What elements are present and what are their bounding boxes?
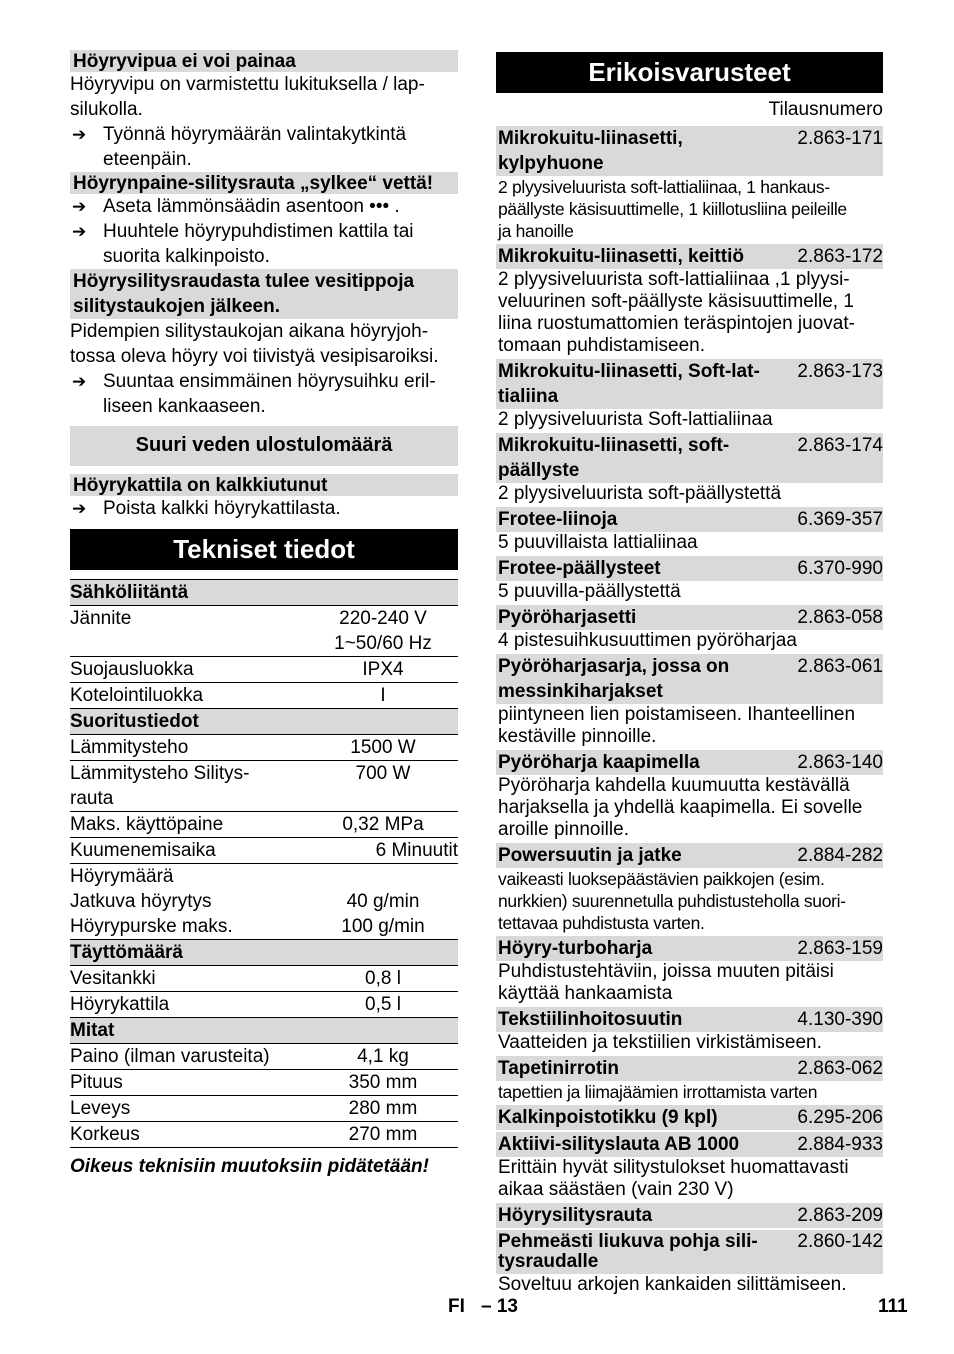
spec-value: IPX4 (308, 657, 458, 683)
accessory-item (496, 1007, 883, 1032)
spec-label: Vesitankki (70, 966, 308, 992)
accessory-name: Powersuutin ja jatke (498, 845, 682, 866)
accessory-description: 2 plyysiveluurista soft-lattialiinaa, 1 hankaus- päällyste käsisuuttimelle, 1 kiillotusliina peileille ja hanoille (498, 177, 847, 241)
spec-value: 280 mm (308, 1096, 458, 1122)
spec-row (70, 606, 458, 657)
accessory-description: Pyöröharja kahdella kuumuutta kestävällä harjaksella ja yhdellä kaapimella. Ei sovelle aroille pinnoille. (498, 775, 863, 840)
arrow-right-icon: ➔ (72, 125, 87, 144)
accessory-item (496, 433, 883, 483)
troubleshoot-heading: Höyrykattila on kalkkiutunut (70, 474, 458, 496)
spec-section-header: Suoritustiedot (70, 709, 458, 735)
tech-data-title: Tekniset tiedot (70, 529, 458, 570)
footer-language: FI (448, 1296, 465, 1317)
arrow-right-icon: ➔ (72, 372, 87, 391)
accessory-name: Mikrokuitu-liinasetti, keittiö (498, 246, 744, 267)
order-number-label: Tilausnumero (768, 99, 883, 120)
spec-row (70, 889, 458, 914)
accessory-name: Frotee-liinoja (498, 509, 618, 530)
spec-value: 100 g/min (341, 916, 425, 937)
spec-value: 4,1 kg (308, 1044, 458, 1070)
spec-value: 350 mm (308, 1070, 458, 1096)
spec-value: 1500 W (308, 735, 458, 761)
order-number: 6.369-357 (797, 509, 883, 530)
order-number: 6.370-990 (797, 558, 883, 579)
spec-row (70, 1044, 458, 1070)
spec-row (70, 735, 458, 761)
tech-data-table (70, 579, 458, 1148)
accessory-description: piintyneen lien poistamiseen. Ihanteellinen kestäville pinnoille. (498, 704, 856, 747)
spec-value: 700 W (308, 761, 458, 812)
accessory-item (496, 843, 883, 868)
troubleshoot-heading: Höyryvipua ei voi painaa (70, 50, 458, 72)
spec-value: 40 g/min (346, 891, 420, 912)
page-number: 111 (878, 1296, 908, 1317)
order-number: 2.863-174 (797, 435, 883, 456)
paragraph: Pidempien silitystaukojan aikana höyryjoh- tossa oleva höyry voi tiivistyä vesipisaroiksi. (70, 321, 439, 367)
order-number: 4.130-390 (797, 1009, 883, 1030)
order-number: 2.863-159 (797, 938, 883, 959)
spec-row (70, 683, 458, 709)
order-number: 2.863-140 (797, 752, 883, 773)
spec-row (70, 1070, 458, 1096)
accessory-item (496, 556, 883, 581)
accessory-item (496, 244, 883, 269)
accessory-name: Höyry-turboharja (498, 938, 653, 959)
spec-row (70, 966, 458, 992)
accessory-description: 5 puuvilla-päällystettä (498, 581, 681, 602)
accessory-name: Pehmeästi liukuva pohja sili- tysraudalle (498, 1231, 758, 1272)
accessory-name: Kalkinpoistotikku (9 kpl) (498, 1107, 718, 1128)
spec-label: Korkeus (70, 1122, 308, 1148)
accessory-name: Mikrokuitu-liinasetti, soft- päällyste (498, 435, 730, 481)
spec-value: 6 Minuutit (308, 838, 458, 864)
accessory-item (496, 936, 883, 961)
order-number: 6.295-206 (797, 1107, 883, 1128)
spec-label: Pituus (70, 1070, 308, 1096)
right-column (496, 50, 883, 1296)
accessory-name: Pyöröharjasetti (498, 607, 637, 628)
accessory-list (496, 126, 883, 1296)
accessory-name: Höyrysilitysrauta (498, 1205, 653, 1226)
accessory-description: vaikeasti luoksepäästävien paikkojen (esim. nurkkien) suurennetulla puhdistusteholla suori- tettavaa puhdistusta varten. (498, 869, 846, 933)
subsection-heading: Suuri veden ulostulomäärä (70, 426, 458, 466)
accessory-name: Mikrokuitu-liinasetti, kylpyhuone (498, 128, 683, 174)
spec-label: Paino (ilman varusteita) (70, 1044, 308, 1070)
accessories-title: Erikoisvarusteet (496, 52, 883, 93)
spec-section-header: Täyttömäärä (70, 940, 458, 966)
arrow-right-icon: ➔ (72, 197, 87, 216)
spec-label: Höyrymäärä (70, 866, 174, 887)
left-column (70, 50, 458, 1179)
order-number: 2.884-282 (797, 845, 883, 866)
spec-row (70, 1096, 458, 1122)
spec-value: I (380, 685, 386, 706)
paragraph: Höyryvipu on varmistettu lukituksella / lap- silukolla. (70, 74, 425, 120)
instruction-bullet: ➔ Työnnä höyrymäärän valintakytkintä eteenpäin. (72, 124, 407, 170)
accessory-item (496, 1230, 883, 1274)
order-number: 2.884-933 (797, 1134, 883, 1155)
spec-row (70, 838, 458, 864)
spec-label: Leveys (70, 1096, 308, 1122)
order-number: 2.863-171 (797, 128, 883, 149)
accessory-description: Soveltuu arkojen kankaiden silittämiseen. (498, 1274, 847, 1295)
footer-page-label: – 13 (481, 1296, 518, 1317)
accessory-item (496, 507, 883, 532)
accessory-name: Pyöröharjasarja, jossa on messinkiharjakset (498, 656, 730, 702)
spec-label: Jännite (70, 606, 308, 657)
spec-value: 0,8 l (308, 966, 458, 992)
accessory-description: Vaatteiden ja tekstiilien virkistämiseen. (498, 1032, 822, 1053)
accessory-description: Erittäin hyvät silitystulokset huomattavasti aikaa säästäen (vain 230 V) (498, 1157, 849, 1200)
order-number: 2.863-173 (797, 361, 883, 382)
order-number: 2.863-209 (797, 1205, 883, 1226)
arrow-right-icon: ➔ (72, 499, 87, 518)
accessory-item (496, 750, 883, 775)
accessory-item (496, 126, 883, 176)
spec-row (70, 914, 458, 940)
spec-row (70, 992, 458, 1018)
order-number: 2.863-172 (797, 246, 883, 267)
troubleshoot-heading: Höyrynpaine-silitysrauta „sylkee“ vettä! (70, 172, 458, 194)
spec-label: Jatkuva höyrytys (70, 891, 212, 912)
accessory-name: Mikrokuitu-liinasetti, Soft-lat- tialiina (498, 361, 760, 407)
accessory-description: 5 puuvillaista lattialiinaa (498, 532, 698, 553)
spec-label: Lämmitysteho Silitys- rauta (70, 761, 308, 812)
accessory-item (496, 605, 883, 630)
spec-label: Lämmitysteho (70, 735, 308, 761)
order-number: 2.863-058 (797, 607, 883, 628)
accessory-item (496, 359, 883, 409)
instruction-bullet: ➔ Huuhtele höyrypuhdistimen kattila tai suorita kalkinpoisto. (72, 221, 414, 267)
spec-value: 220-240 V 1~50/60 Hz (308, 606, 458, 657)
spec-label: Kuumenemisaika (70, 838, 308, 864)
accessory-name: Tekstiilinhoitosuutin (498, 1009, 683, 1030)
spec-value: 270 mm (308, 1122, 458, 1148)
accessory-description: tapettien ja liimajäämien irrottamista varten (498, 1082, 818, 1102)
instruction-bullet: ➔ Suuntaa ensimmäinen höyrysuihku eril- liseen kankaaseen. (72, 371, 436, 417)
spec-label: Höyrykattila (70, 994, 170, 1015)
arrow-right-icon: ➔ (72, 222, 87, 241)
accessory-description: 2 plyysiveluurista Soft-lattialiinaa (498, 409, 773, 430)
spec-row (70, 1122, 458, 1148)
spec-row (70, 657, 458, 683)
spec-section-header: Sähköliitäntä (70, 580, 458, 606)
spec-row (70, 761, 458, 812)
spec-label: Maks. käyttöpaine (70, 812, 308, 838)
order-number: 2.860-142 (797, 1231, 883, 1252)
accessory-item (496, 654, 883, 704)
accessory-name: Pyöröharja kaapimella (498, 752, 700, 773)
troubleshoot-heading: Höyrysilitysraudasta tulee vesitippoja silitystaukojen jälkeen. (70, 269, 458, 319)
accessory-description: Puhdistustehtäviin, joissa muuten pitäisi käyttää hankaamista (498, 961, 834, 1004)
spec-row (70, 812, 458, 838)
accessory-name: Frotee-päällysteet (498, 558, 661, 579)
accessory-description: 2 plyysiveluurista soft-päällystettä (498, 483, 782, 504)
order-number: 2.863-061 (797, 656, 883, 677)
instruction-bullet: ➔ Poista kalkki höyrykattilasta. (72, 498, 341, 519)
accessory-name: Aktiivi-silityslauta AB 1000 (498, 1134, 740, 1155)
accessory-item (496, 1203, 883, 1228)
disclaimer-note: Oikeus teknisiin muutoksiin pidätetään! (70, 1156, 429, 1177)
accessory-description: 2 plyysiveluurista soft-lattialiinaa ,1 plyysi- veluurinen soft-päällyste käsisuuttimelle, 1 liina ruostumattomien teräspintojen juovat- tomaan puhdistamiseen. (498, 269, 855, 356)
accessory-item (496, 1105, 883, 1130)
accessory-description: 4 pistesuihkusuuttimen pyöröharjaa (498, 630, 797, 651)
accessory-name: Tapetinirrotin (498, 1058, 620, 1079)
spec-label: Kotelointiluokka (70, 685, 204, 706)
accessory-item (496, 1132, 883, 1157)
accessory-item (496, 1056, 883, 1081)
spec-section-header: Mitat (70, 1018, 458, 1044)
spec-value: 0,5 l (365, 994, 401, 1015)
spec-label: Höyrypurske maks. (70, 916, 233, 937)
spec-row (70, 864, 458, 890)
spec-label: Suojausluokka (70, 657, 308, 683)
instruction-bullet: ➔ Aseta lämmönsäädin asentoon ••• . (72, 196, 400, 217)
order-number: 2.863-062 (797, 1058, 883, 1079)
spec-value: 0,32 MPa (308, 812, 458, 838)
